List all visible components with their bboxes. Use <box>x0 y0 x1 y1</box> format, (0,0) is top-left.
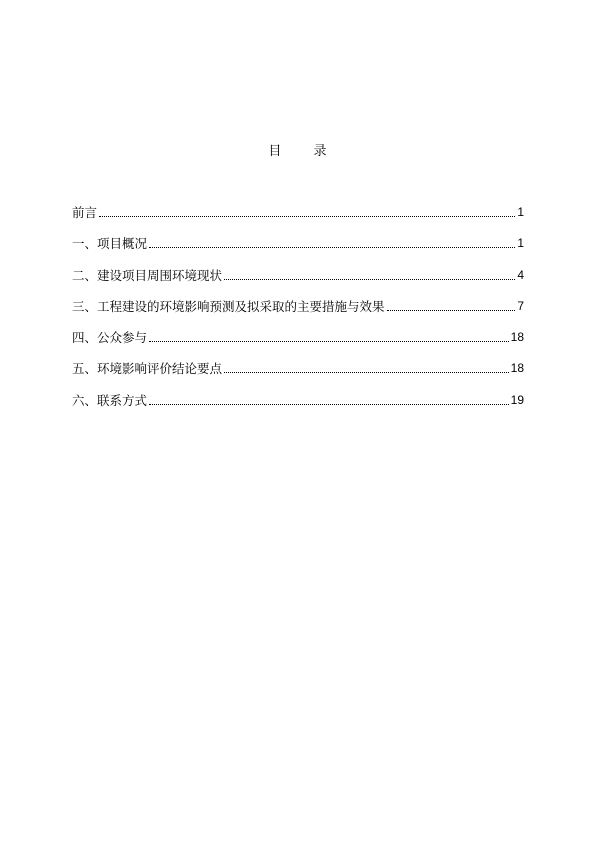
toc-entry-page: 18 <box>510 330 524 345</box>
toc-entry-public-participation[interactable] <box>72 328 524 347</box>
toc-entry-project-overview[interactable] <box>72 234 524 253</box>
toc-entry-label: 四、公众参与 <box>72 330 148 346</box>
toc-entry-environment-status[interactable] <box>72 266 524 285</box>
toc-title: 目 录 <box>268 144 341 159</box>
toc-entry-label: 前言 <box>72 205 98 220</box>
toc-entry-label: 二、建设项目周围环境现状 <box>72 267 223 283</box>
dot-leader <box>387 310 516 311</box>
toc-entry-page: 7 <box>517 298 524 313</box>
toc-entry-label: 三、工程建设的环境影响预测及拟采取的主要措施与效果 <box>72 298 385 314</box>
dot-leader <box>149 404 509 405</box>
toc-entry-conclusions[interactable] <box>72 359 524 378</box>
toc-entry-page: 4 <box>517 267 524 282</box>
dot-leader <box>149 341 509 342</box>
dot-leader <box>224 372 509 373</box>
toc-list <box>72 203 524 422</box>
toc-entry-label: 六、联系方式 <box>72 392 148 408</box>
toc-entry-contact[interactable] <box>72 391 524 410</box>
toc-entry-page: 18 <box>510 361 524 376</box>
dot-leader <box>149 247 515 248</box>
dot-leader <box>224 279 515 280</box>
toc-entry-label: 五、环境影响评价结论要点 <box>72 361 223 377</box>
toc-entry-page: 19 <box>510 392 524 407</box>
toc-entry-label: 一、项目概况 <box>72 236 148 252</box>
toc-entry-page: 1 <box>517 236 524 251</box>
toc-entry-impact-measures[interactable] <box>72 297 524 316</box>
dot-leader <box>99 216 515 217</box>
toc-entry-page: 1 <box>517 205 524 219</box>
toc-entry-preface[interactable] <box>72 203 524 222</box>
